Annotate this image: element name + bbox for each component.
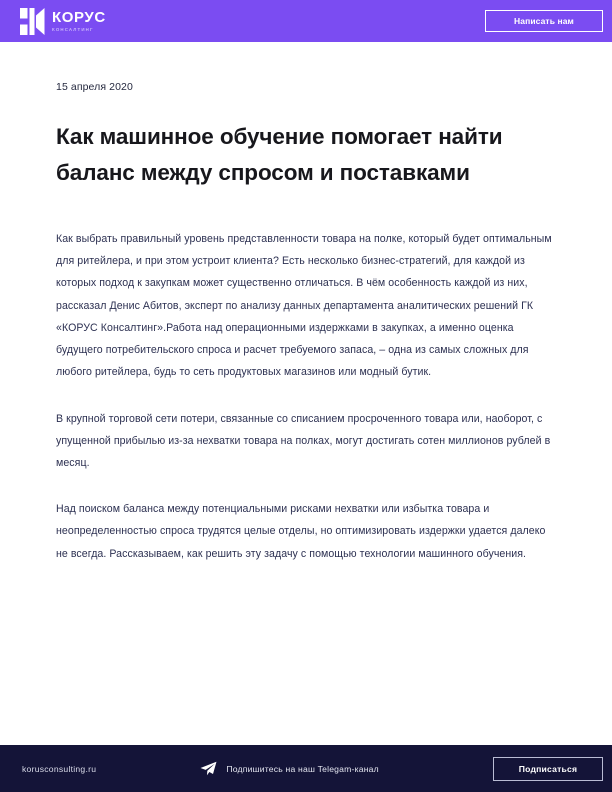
- footer-website-link[interactable]: korusconsulting.ru: [22, 763, 97, 774]
- brand-logo[interactable]: [20, 8, 106, 35]
- footer-cta-text: Подпишитесь на наш Telegam-канал: [226, 763, 379, 774]
- subscribe-button[interactable]: Подписаться: [493, 757, 603, 781]
- page-title: Как машинное обучение помогает найти баланс между спросом и поставками: [56, 124, 503, 186]
- article-paragraph: В крупной торговой сети потери, связанные со списанием просроченного товара или, наоборот, с упущенной прибылью из-за нехватки товара на полках, могут достигать сотен миллионов рублей в месяц.: [56, 412, 551, 469]
- contact-us-button[interactable]: Написать нам: [485, 10, 603, 32]
- footer-telegram-promo: [96, 761, 483, 776]
- article-paragraph: Над поиском баланса между потенциальными рисками нехватки или избытка товара и неопределенностью спроса трудятся целые отделы, но оптимизировать издержки удается далеко не всегда. Рассказываем, как решить эту задачу с помощью технологии машинного обучения.: [56, 503, 546, 560]
- publish-date: 15 апреля 2020: [56, 81, 133, 93]
- article-paragraph: Как выбрать правильный уровень представленности товара на полке, который будет оптимальным для ритейлера, и при этом устроит клиента? Есть несколько бизнес-стратегий, для каждой из которых подход к закупкам может существенно отличаться. В чём особенность каждой из них, рассказал Денис Абитов, эксперт по анализу данных департамента аналитических решений ГК «КОРУС Консалтинг».Работа над операционными издержками в закупках, а именно оценка будущего потребительского спроса и расчет требуемого запаса, – одна из самых сложных для любого ритейлера, будь то сеть продуктовых магазинов или модный бутик.: [56, 232, 552, 379]
- article-body: [56, 228, 556, 565]
- site-header: [0, 0, 612, 42]
- site-footer: [0, 745, 612, 792]
- telegram-paper-plane-icon: [200, 761, 217, 776]
- brand-subtitle: КОНСАЛТИНГ: [52, 26, 94, 32]
- article-content: [0, 42, 612, 745]
- korus-k-mark-icon: [20, 8, 45, 35]
- brand-wordmark: [52, 10, 106, 32]
- brand-name: КОРУС: [52, 8, 106, 26]
